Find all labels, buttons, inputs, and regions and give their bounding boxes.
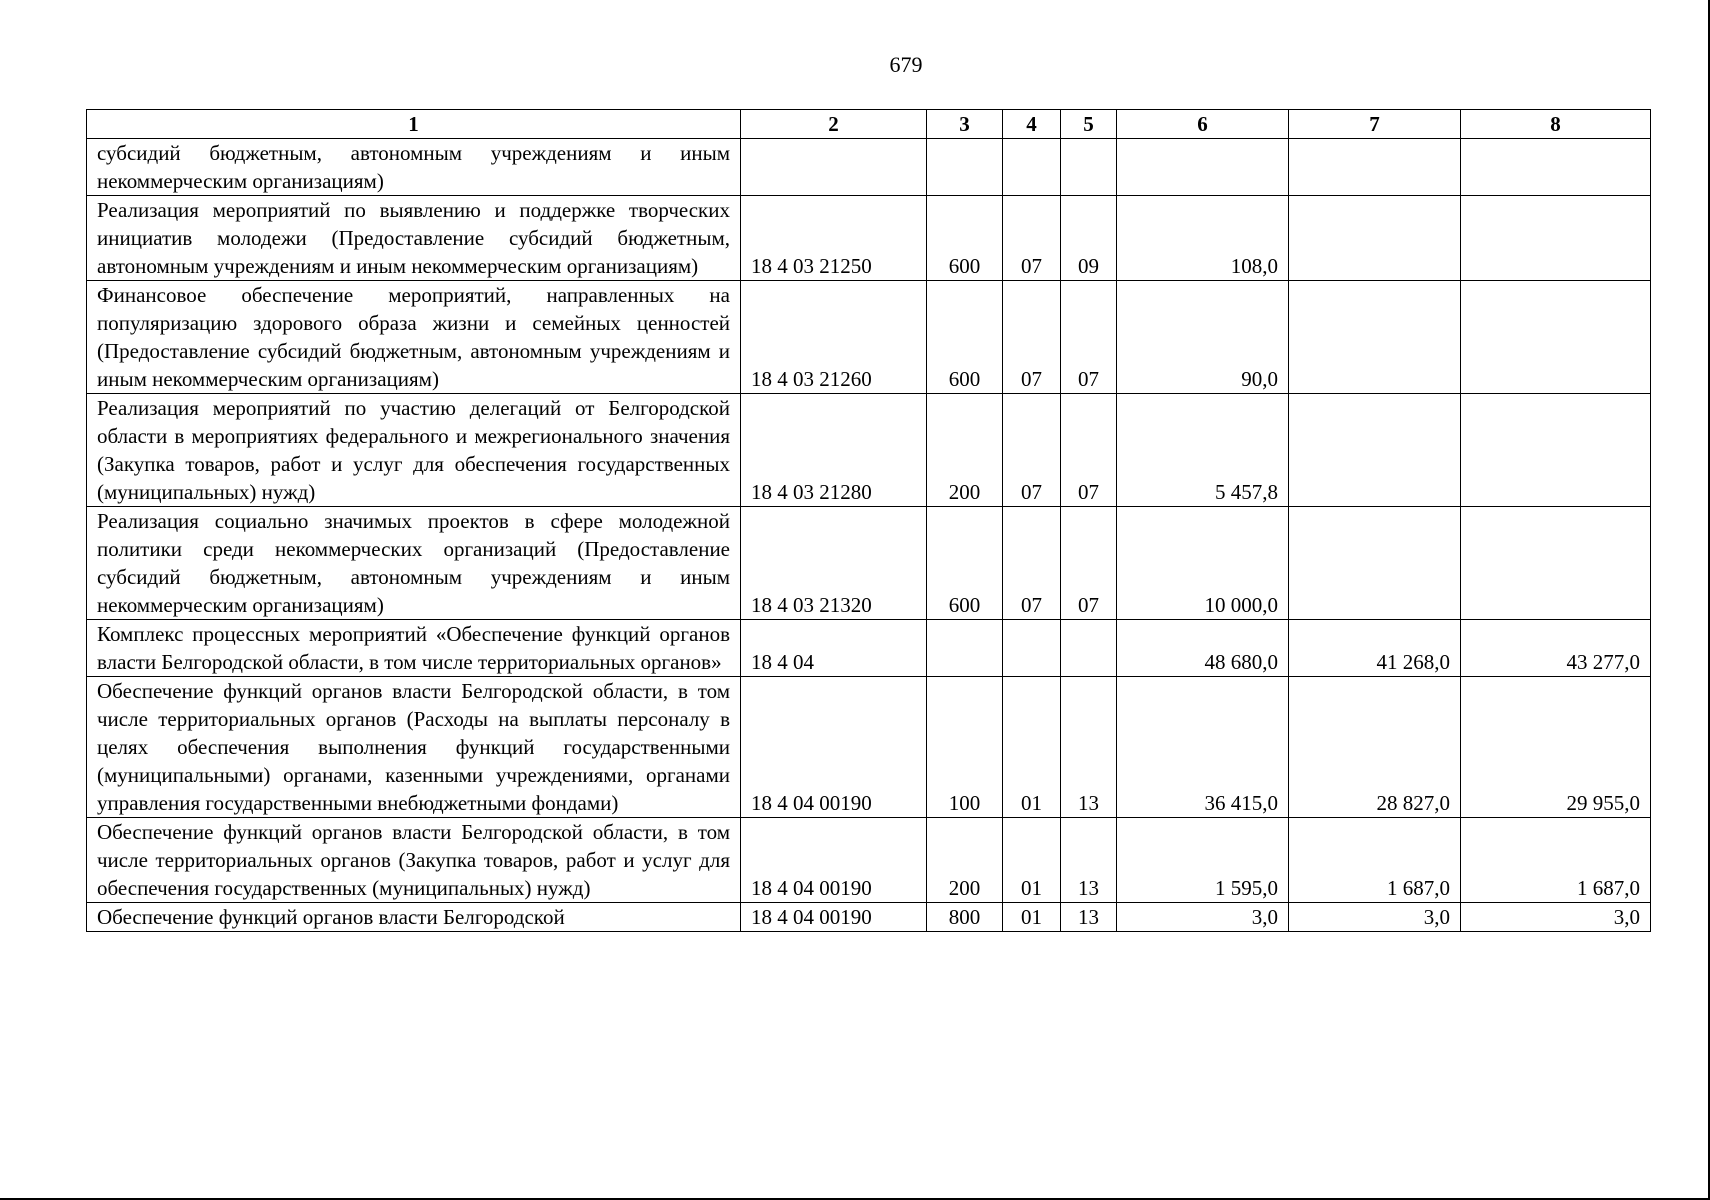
row-amount-col8 (1461, 507, 1651, 620)
row-expense-type: 200 (927, 818, 1003, 903)
row-amount-col7: 28 827,0 (1289, 677, 1461, 818)
row-amount-col7 (1289, 139, 1461, 196)
row-section: 01 (1003, 818, 1061, 903)
row-subsection: 13 (1061, 677, 1117, 818)
table-row (87, 281, 1651, 394)
row-amount-col8 (1461, 139, 1651, 196)
row-amount-col7: 3,0 (1289, 903, 1461, 932)
column-header-4: 4 (1003, 110, 1061, 139)
row-description: субсидий бюджетным, автономным учреждениям и иным некоммерческим организациям) (87, 139, 741, 196)
row-amount-col6: 48 680,0 (1117, 620, 1289, 677)
budget-table (86, 109, 1651, 932)
row-subsection: 07 (1061, 281, 1117, 394)
row-amount-col8: 1 687,0 (1461, 818, 1651, 903)
row-description: Обеспечение функций органов власти Белгородской области, в том числе территориальных органов (Закупка товаров, работ и услуг для обеспечения государственных (муниципальных) нужд) (87, 818, 741, 903)
row-section: 07 (1003, 281, 1061, 394)
row-amount-col6: 108,0 (1117, 196, 1289, 281)
row-target-code: 18 4 04 (741, 620, 927, 677)
row-target-code (741, 139, 927, 196)
row-amount-col7 (1289, 281, 1461, 394)
row-section: 01 (1003, 677, 1061, 818)
row-amount-col7 (1289, 394, 1461, 507)
row-expense-type: 100 (927, 677, 1003, 818)
row-amount-col6: 3,0 (1117, 903, 1289, 932)
column-header-2: 2 (741, 110, 927, 139)
table-row (87, 139, 1651, 196)
column-header-3: 3 (927, 110, 1003, 139)
column-header-5: 5 (1061, 110, 1117, 139)
row-description: Комплекс процессных мероприятий «Обеспечение функций органов власти Белгородской области, в том числе территориальных органов» (87, 620, 741, 677)
row-expense-type: 600 (927, 196, 1003, 281)
row-expense-type: 600 (927, 507, 1003, 620)
row-amount-col8 (1461, 196, 1651, 281)
row-subsection: 07 (1061, 394, 1117, 507)
row-amount-col6: 90,0 (1117, 281, 1289, 394)
row-expense-type (927, 139, 1003, 196)
row-amount-col7 (1289, 196, 1461, 281)
row-amount-col8: 43 277,0 (1461, 620, 1651, 677)
row-amount-col8 (1461, 394, 1651, 507)
row-amount-col6: 1 595,0 (1117, 818, 1289, 903)
row-amount-col6 (1117, 139, 1289, 196)
row-description: Обеспечение функций органов власти Белгородской области, в том числе территориальных органов (Расходы на выплаты персоналу в целях обеспечения выполнения функций государственными (муниципальными) органами, казенными учреждениями, органами управления государственными внебюджетными фондами) (87, 677, 741, 818)
row-amount-col6: 10 000,0 (1117, 507, 1289, 620)
table-row (87, 394, 1651, 507)
row-target-code: 18 4 04 00190 (741, 677, 927, 818)
row-section: 01 (1003, 903, 1061, 932)
row-subsection: 13 (1061, 903, 1117, 932)
row-amount-col6: 36 415,0 (1117, 677, 1289, 818)
row-subsection (1061, 139, 1117, 196)
row-section: 07 (1003, 394, 1061, 507)
row-description: Реализация социально значимых проектов в сфере молодежной политики среди некоммерческих организаций (Предоставление субсидий бюджетным, автономным учреждениям и иным некоммерческим организациям) (87, 507, 741, 620)
row-expense-type: 200 (927, 394, 1003, 507)
row-target-code: 18 4 03 21250 (741, 196, 927, 281)
row-target-code: 18 4 03 21260 (741, 281, 927, 394)
row-description: Обеспечение функций органов власти Белгородской (87, 903, 741, 932)
row-amount-col7: 1 687,0 (1289, 818, 1461, 903)
row-subsection (1061, 620, 1117, 677)
row-target-code: 18 4 03 21320 (741, 507, 927, 620)
row-subsection: 07 (1061, 507, 1117, 620)
table-row (87, 677, 1651, 818)
row-section (1003, 139, 1061, 196)
row-amount-col8: 3,0 (1461, 903, 1651, 932)
row-target-code: 18 4 04 00190 (741, 903, 927, 932)
table-row (87, 818, 1651, 903)
row-amount-col8 (1461, 281, 1651, 394)
header-row (87, 110, 1651, 139)
row-section: 07 (1003, 507, 1061, 620)
row-description: Реализация мероприятий по выявлению и поддержке творческих инициатив молодежи (Предоставление субсидий бюджетным, автономным учреждениям и иным некоммерческим организациям) (87, 196, 741, 281)
row-expense-type (927, 620, 1003, 677)
column-header-6: 6 (1117, 110, 1289, 139)
row-description: Финансовое обеспечение мероприятий, направленных на популяризацию здорового образа жизни и семейных ценностей (Предоставление субсидий бюджетным, автономным учреждениям и иным некоммерческим организациям) (87, 281, 741, 394)
row-target-code: 18 4 03 21280 (741, 394, 927, 507)
table-row (87, 507, 1651, 620)
row-subsection: 13 (1061, 818, 1117, 903)
row-amount-col7: 41 268,0 (1289, 620, 1461, 677)
column-header-8: 8 (1461, 110, 1651, 139)
page-number: 679 (889, 52, 923, 77)
table-row (87, 620, 1651, 677)
row-amount-col8: 29 955,0 (1461, 677, 1651, 818)
row-target-code: 18 4 04 00190 (741, 818, 927, 903)
row-section: 07 (1003, 196, 1061, 281)
row-description: Реализация мероприятий по участию делегаций от Белгородской области в мероприятиях федерального и межрегионального значения (Закупка товаров, работ и услуг для обеспечения государственных (муниципальных) нужд) (87, 394, 741, 507)
row-amount-col6: 5 457,8 (1117, 394, 1289, 507)
row-expense-type: 600 (927, 281, 1003, 394)
row-subsection: 09 (1061, 196, 1117, 281)
row-amount-col7 (1289, 507, 1461, 620)
row-section (1003, 620, 1061, 677)
column-header-7: 7 (1289, 110, 1461, 139)
row-expense-type: 800 (927, 903, 1003, 932)
table-row (87, 196, 1651, 281)
column-header-1: 1 (87, 110, 741, 139)
table-row (87, 903, 1651, 932)
